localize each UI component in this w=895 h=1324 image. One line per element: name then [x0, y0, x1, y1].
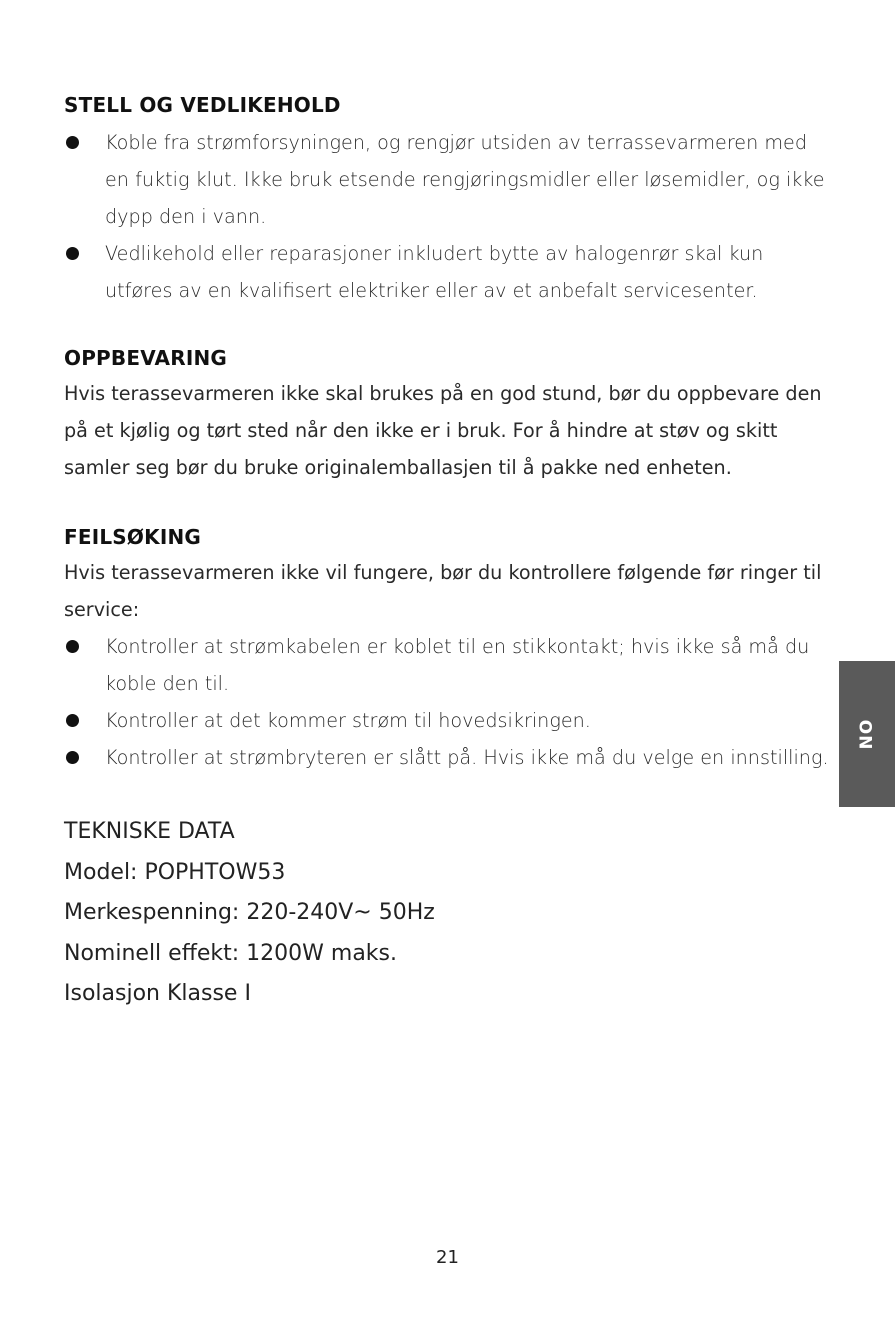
troubleshooting-intro: Hvis terassevarmeren ikke vil fungere, bør du kontrollere følgende før ringer til service:: [64, 561, 822, 621]
storage-section: [64, 343, 834, 486]
list-item: [64, 628, 834, 702]
voltage-line: Merkespenning: 220-240V~ 50Hz: [64, 900, 435, 925]
troubleshooting-bullet-text: Kontroller at strømkabelen er koblet til en stikkontakt; hvis ikke så må du koble den til.: [105, 635, 810, 695]
list-item: [64, 739, 834, 776]
page-content: [64, 90, 834, 1015]
troubleshooting-bullet-list: [64, 628, 834, 776]
care-bullet-text: Vedlikehold eller reparasjoner inkludert bytte av halogenrør skal kun utføres av en kvalifisert elektriker eller av et anbefalt servicesenter.: [105, 242, 764, 302]
troubleshooting-section: [64, 522, 834, 776]
bullet-icon: [66, 714, 79, 727]
troubleshooting-heading: FEILSØKING: [64, 525, 202, 549]
list-item: [64, 235, 834, 309]
bullet-icon: [66, 136, 79, 149]
language-tab: [839, 661, 895, 807]
troubleshooting-bullet-text: Kontroller at strømbryteren er slått på. Hvis ikke må du velge en innstilling.: [105, 746, 829, 769]
storage-text: Hvis terassevarmeren ikke skal brukes på en god stund, bør du oppbevare den på et kjølig og tørt sted når den ikke er i bruk. For å hindre at støv og skitt samler seg bør du bruke originalemballasjen til å pakke ned enheten.: [64, 382, 822, 479]
storage-heading: OPPBEVARING: [64, 346, 228, 370]
list-item: [64, 124, 834, 235]
tech-data-heading: TEKNISKE DATA: [64, 819, 235, 844]
insulation-line: Isolasjon Klasse I: [64, 981, 251, 1006]
tech-data-section: [64, 812, 834, 1015]
bullet-icon: [66, 751, 79, 764]
care-bullet-list: [64, 124, 834, 309]
care-section: [64, 90, 834, 309]
page-number: 21: [436, 1247, 459, 1268]
care-bullet-text: Koble fra strømforsyningen, og rengjør utsiden av terrassevarmeren med en fuktig klut. Ikke bruk etsende rengjøringsmidler eller løsemidler, og ikke dypp den i vann.: [105, 131, 825, 228]
care-heading: STELL OG VEDLIKEHOLD: [64, 93, 341, 117]
troubleshooting-bullet-text: Kontroller at det kommer strøm til hovedsikringen.: [105, 709, 591, 732]
bullet-icon: [66, 640, 79, 653]
language-tab-label: NO: [857, 718, 877, 750]
list-item: [64, 702, 834, 739]
power-line: Nominell effekt: 1200W maks.: [64, 940, 397, 966]
model-line: Model: POPHTOW53: [64, 859, 286, 885]
bullet-icon: [66, 247, 79, 260]
